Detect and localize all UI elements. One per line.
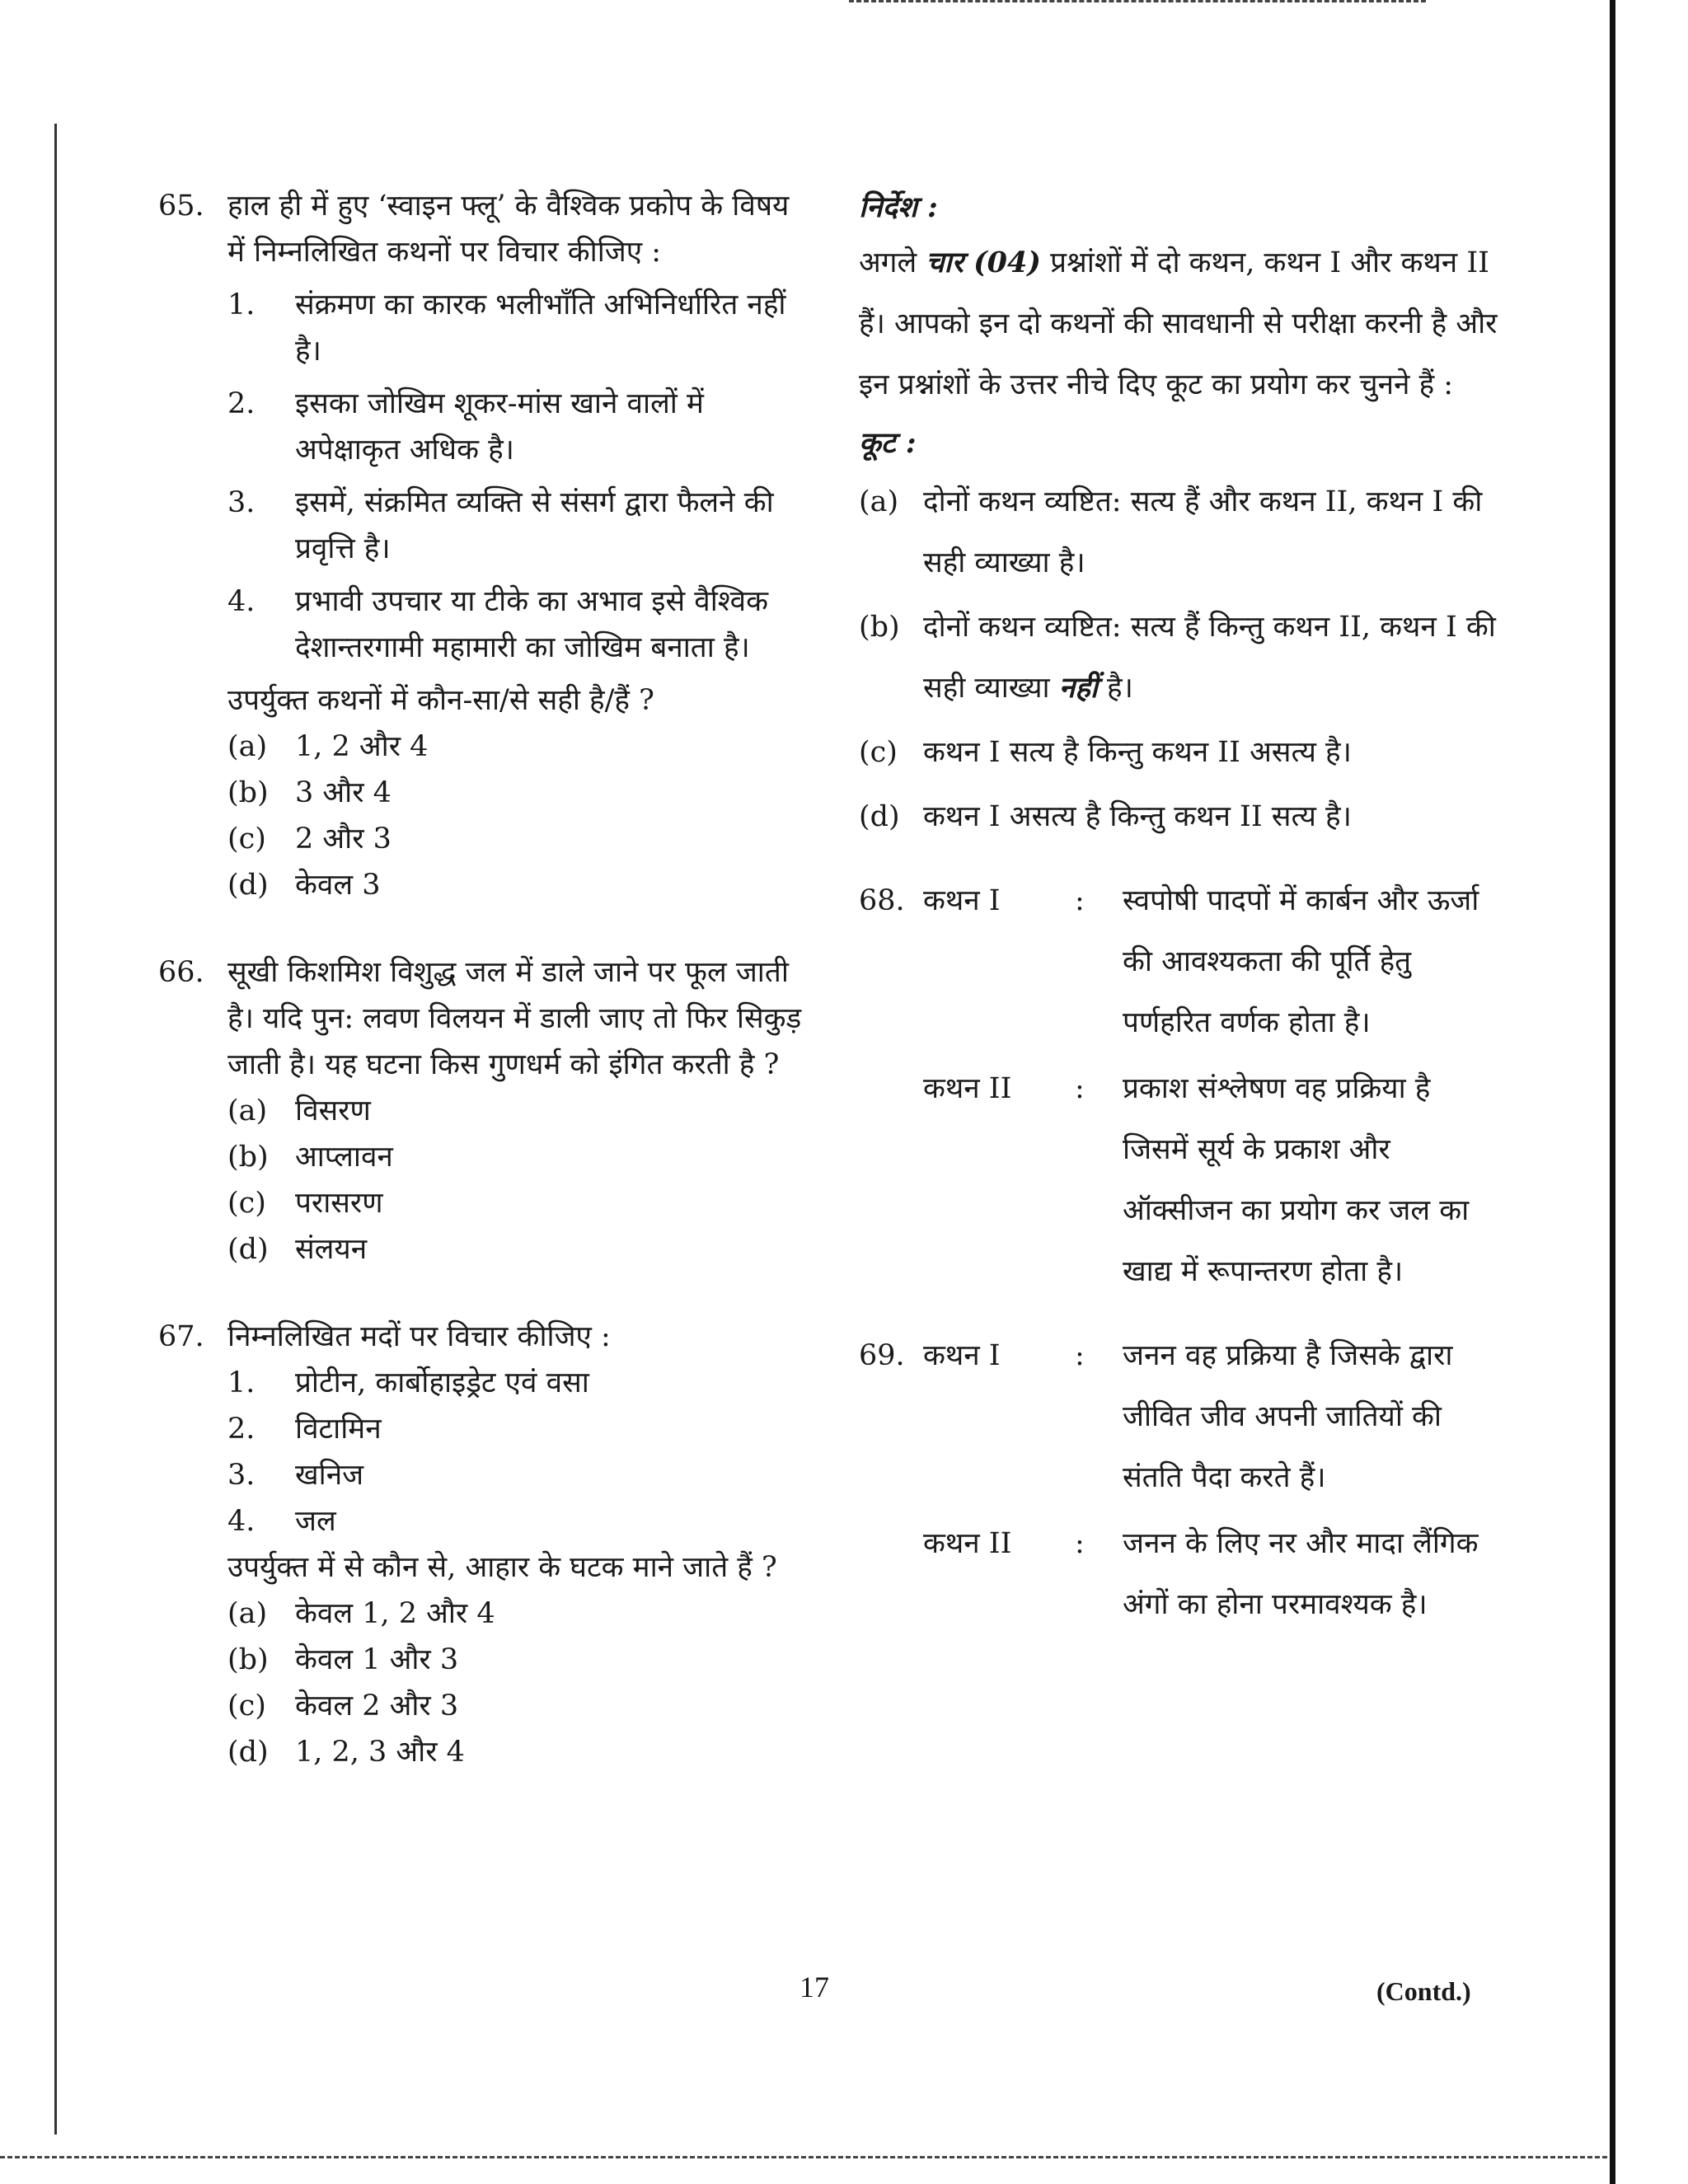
statement-item: 1. संक्रमण का कारक भलीभाँति अभिनिर्धारित नहीं है।	[227, 288, 786, 368]
code-option: (b) दोनों कथन व्यष्टित: सत्य हैं किन्तु कथन II, कथन I की सही व्याख्या नहीं है।	[859, 611, 1496, 705]
question-66	[158, 949, 809, 1272]
statement-item: 2. विटामिन	[227, 1413, 382, 1446]
question-number: 68.	[859, 884, 905, 917]
question-text: सूखी किशमिश विशुद्ध जल में डाले जाने पर फूल जाती है। यदि पुन: लवण विलयन में डाली जाए तो फिर सिकुड़ जाती है। यह घटना किस गुणधर्म को इंगित करती है ?	[227, 956, 802, 1081]
directions-heading: निर्देश :	[859, 190, 938, 224]
question-text: हाल ही में हुए ‘स्वाइन फ्लू’ के वैश्विक प्रकोप के विषय में निम्नलिखित कथनों पर विचार कीजिए :	[227, 190, 790, 269]
code-option: (c) कथन I सत्य है किन्तु कथन II असत्य है।	[859, 736, 1352, 769]
answer-option: (c) परासरण	[227, 1187, 383, 1220]
statement-item: 3. खनिज	[227, 1459, 364, 1492]
code-heading: कूट :	[859, 426, 917, 460]
bottom-border	[0, 2156, 1607, 2158]
answer-option: (d) केवल 3	[227, 869, 381, 902]
question-number: 65.	[158, 190, 204, 223]
statement-item: 4. जल	[227, 1505, 336, 1538]
top-border	[849, 0, 1426, 5]
statement-item: 2. इसका जोखिम शूकर-मांस खाने वालों में अपेक्षाकृत अधिक है।	[227, 387, 704, 466]
statement-2: कथन II : जनन के लिए नर और मादा लैंगिक अंगों का होना परमावश्यक है।	[923, 1527, 1479, 1621]
statement-item: 3. इसमें, संक्रमित व्यक्ति से संसर्ग द्वारा फैलने की प्रवृत्ति है।	[227, 486, 774, 565]
right-column	[859, 183, 1502, 1635]
answer-option: (d) संलयन	[227, 1233, 368, 1266]
page-number: 17	[799, 1971, 829, 2004]
question-68	[859, 870, 1502, 1302]
question-number: 66.	[158, 956, 204, 989]
answer-option: (a) केवल 1, 2 और 4	[227, 1597, 495, 1630]
question-prompt: उपर्युक्त में से कौन से, आहार के घटक माने जाते हैं ?	[227, 1551, 777, 1584]
answer-option: (d) 1, 2, 3 और 4	[227, 1736, 465, 1769]
left-column	[158, 183, 809, 1775]
continued-label: (Contd.)	[1376, 1976, 1471, 2006]
question-number: 69.	[859, 1339, 905, 1372]
left-margin-rule	[54, 124, 57, 2135]
answer-option: (c) 2 और 3	[227, 823, 392, 855]
directions-text: अगले चार (04) प्रश्नांशों में दो कथन, कथन I और कथन II हैं। आपको इन दो कथनों की सावधानी से परीक्षा करनी है और इन प्रश्नांशों के उत्तर नीचे दिए कूट का प्रयोग कर चुनने हैं :	[859, 246, 1498, 401]
answer-option: (a) विसरण	[227, 1094, 371, 1127]
statement-item: 1. प्रोटीन, कार्बोहाइड्रेट एवं वसा	[227, 1366, 589, 1399]
directions-emphasis: चार (04)	[926, 246, 1041, 279]
answer-option: (b) आप्लावन	[227, 1141, 393, 1174]
answer-option: (b) 3 और 4	[227, 776, 392, 809]
question-65	[158, 183, 809, 908]
question-text: निम्नलिखित मदों पर विचार कीजिए :	[227, 1320, 611, 1353]
statement-item: 4. प्रभावी उपचार या टीके का अभाव इसे वैश्विक देशान्तरगामी महामारी का जोखिम बनाता है।	[227, 585, 769, 664]
code-option: (d) कथन I असत्य है किन्तु कथन II सत्य है।	[859, 800, 1352, 833]
statement-1: कथन I : जनन वह प्रक्रिया है जिसके द्वारा जीवित जीव अपनी जातियों की संतति पैदा करते हैं।	[923, 1339, 1453, 1494]
question-prompt: उपर्युक्त कथनों में कौन-सा/से सही है/हैं ?	[227, 684, 654, 717]
question-67	[158, 1314, 809, 1775]
question-69	[859, 1325, 1502, 1635]
right-margin-rule	[1610, 0, 1615, 2184]
statement-2: कथन II : प्रकाश संश्लेषण वह प्रक्रिया है जिसमें सूर्य के प्रकाश और ऑक्सीजन का प्रयोग कर जल का खाद्य में रूपान्तरण होता है।	[923, 1072, 1470, 1288]
answer-option: (c) केवल 2 और 3	[227, 1690, 459, 1722]
statement-1: कथन I : स्वपोषी पादपों में कार्बन और ऊर्जा की आवश्यकता की पूर्ति हेतु पर्णहरित वर्णक होता है।	[923, 884, 1479, 1039]
question-number: 67.	[158, 1320, 204, 1353]
code-option: (a) दोनों कथन व्यष्टित: सत्य हैं और कथन II, कथन I की सही व्याख्या है।	[859, 485, 1483, 579]
answer-option: (a) 1, 2 और 4	[227, 730, 429, 763]
answer-option: (b) केवल 1 और 3	[227, 1643, 459, 1676]
